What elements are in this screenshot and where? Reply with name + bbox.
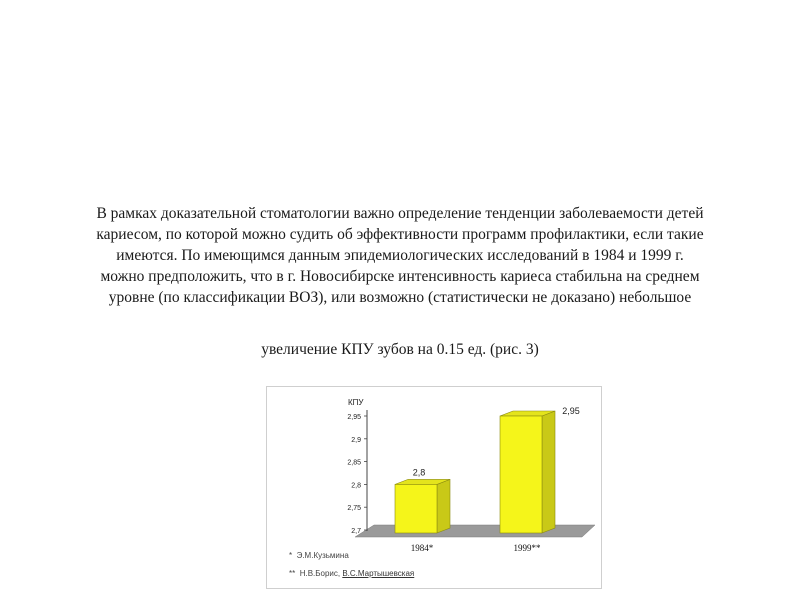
y-tick-label: 2,7 [351, 528, 361, 535]
chart-figure [266, 386, 602, 589]
data-label: 2,95 [562, 406, 580, 416]
paragraph-line: уровне (по классификации ВОЗ), или возможно (статистически не доказано) небольшое [108, 289, 692, 306]
paragraph-line: можно предположить, что в г. Новосибирске интенсивность кариеса стабильна на среднем [100, 268, 700, 285]
category-label: 1984* [410, 543, 434, 553]
y-tick-label: 2,75 [347, 505, 361, 513]
data-label: 2,8 [412, 467, 426, 478]
chart-floor [355, 525, 595, 537]
bar-side [437, 479, 450, 533]
bar-side [542, 411, 555, 533]
body-paragraph [40, 203, 760, 308]
footnote-2: ** Н.В.Борис, В.С.Мартышевская [289, 569, 415, 578]
y-tick-label: 2,95 [347, 414, 361, 421]
paragraph-tail-line: увеличение КПУ зубов на 0.15 ед. (рис. 3) [261, 341, 539, 358]
paragraph-line: кариесом, по которой можно судить об эффективности программ профилактики, если такие [96, 226, 704, 243]
y-tick-label: 2,85 [347, 459, 361, 467]
footnote-1: * Э.М.Кузьмина [289, 551, 349, 560]
category-label: 1999** [513, 543, 541, 553]
paragraph-line: имеются. По имеющимся данным эпидемиологических исследований в 1984 и 1999 г. [116, 247, 684, 264]
bar-1 [395, 484, 437, 533]
y-axis-label: КПУ [348, 398, 364, 407]
y-tick-label: 2,9 [351, 436, 361, 444]
paragraph-line: В рамках доказательной стоматологии важно определение тенденции заболеваемости детей [96, 205, 704, 222]
bar-2 [500, 416, 542, 533]
y-tick-label: 2,8 [351, 482, 361, 490]
